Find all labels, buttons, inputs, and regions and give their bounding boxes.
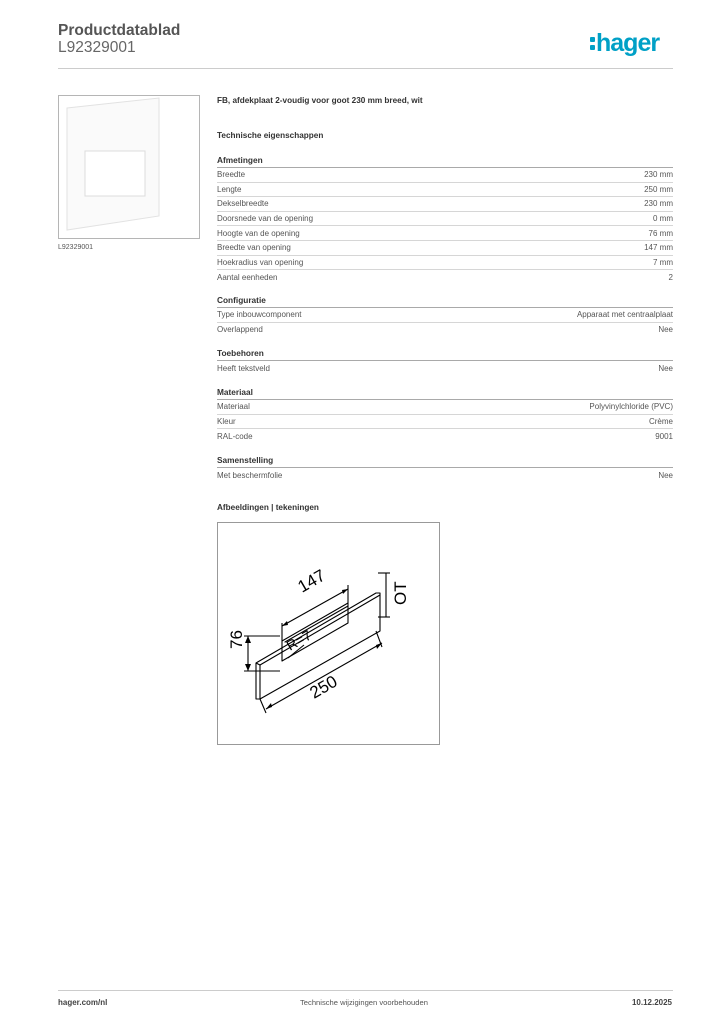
spec-value: 2 bbox=[668, 272, 673, 282]
spec-section-afmetingen bbox=[217, 153, 673, 285]
drawing-label-radius: R=7 bbox=[283, 626, 315, 654]
footer-divider bbox=[58, 990, 673, 991]
spec-row bbox=[217, 415, 673, 430]
logo-dots-icon bbox=[590, 37, 595, 50]
spec-value: 230 mm bbox=[644, 199, 673, 209]
spec-label: Breedte van opening bbox=[217, 243, 291, 253]
technical-drawing bbox=[217, 522, 440, 745]
spec-row bbox=[217, 323, 673, 338]
spec-value: Nee bbox=[658, 363, 673, 373]
spec-label: Doorsnede van de opening bbox=[217, 214, 314, 224]
spec-label: Hoogte van de opening bbox=[217, 228, 300, 238]
product-description: FB, afdekplaat 2-voudig voor goot 230 mm breed, wit bbox=[217, 96, 423, 105]
product-code: L92329001 bbox=[58, 39, 136, 56]
spec-section-heading: Samenstelling bbox=[217, 453, 673, 468]
spec-row bbox=[217, 429, 673, 444]
spec-label: Breedte bbox=[217, 170, 246, 180]
page-title: Productdatablad bbox=[58, 22, 181, 39]
spec-label: Aantal eenheden bbox=[217, 272, 278, 282]
drawing-label-width: 147 bbox=[294, 565, 329, 597]
footer-date: 10.12.2025 bbox=[631, 998, 672, 1007]
spec-value: 7 mm bbox=[653, 257, 673, 267]
spec-value: 0 mm bbox=[653, 214, 673, 224]
spec-row bbox=[217, 168, 673, 183]
spec-section-heading: Configuratie bbox=[217, 293, 673, 308]
spec-value: Nee bbox=[658, 325, 673, 335]
product-image-caption: L92329001 bbox=[58, 244, 94, 251]
images-title: Afbeeldingen | tekeningen bbox=[217, 503, 319, 512]
footer-website: hager.com/nl bbox=[58, 998, 108, 1007]
spec-section-configuratie bbox=[217, 293, 673, 337]
hager-logo bbox=[590, 29, 659, 57]
spec-value: Nee bbox=[658, 470, 673, 480]
header-divider bbox=[58, 68, 673, 69]
spec-section-samenstelling bbox=[217, 453, 673, 483]
spec-row bbox=[217, 241, 673, 256]
spec-label: Heeft tekstveld bbox=[217, 363, 270, 373]
spec-row bbox=[217, 256, 673, 271]
spec-row bbox=[217, 308, 673, 323]
spec-label: Materiaal bbox=[217, 402, 250, 412]
spec-label: Type inbouwcomponent bbox=[217, 310, 302, 320]
spec-section-toebehoren bbox=[217, 346, 673, 376]
spec-row bbox=[217, 212, 673, 227]
spec-label: Overlappend bbox=[217, 325, 263, 335]
spec-row bbox=[217, 468, 673, 483]
spec-row bbox=[217, 197, 673, 212]
spec-label: Lengte bbox=[217, 184, 242, 194]
drawing-label-height: 76 bbox=[227, 630, 246, 649]
spec-label: Kleur bbox=[217, 416, 236, 426]
spec-section-heading: Afmetingen bbox=[217, 153, 673, 168]
spec-section-heading: Materiaal bbox=[217, 385, 673, 400]
spec-label: Hoekradius van opening bbox=[217, 257, 304, 267]
logo-text: hager bbox=[596, 28, 660, 57]
spec-value: 250 mm bbox=[644, 184, 673, 194]
spec-value: Polyvinylchloride (PVC) bbox=[589, 402, 673, 412]
spec-value: 147 mm bbox=[644, 243, 673, 253]
spec-value: Crème bbox=[648, 416, 673, 426]
spec-row bbox=[217, 361, 673, 376]
spec-value: 76 mm bbox=[648, 228, 673, 238]
spec-row bbox=[217, 183, 673, 198]
spec-row bbox=[217, 270, 673, 285]
spec-label: Dekselbreedte bbox=[217, 199, 269, 209]
spec-row bbox=[217, 226, 673, 241]
footer-disclaimer: Technische wijzigingen voorbehouden bbox=[300, 998, 428, 1007]
spec-value: 230 mm bbox=[644, 170, 673, 180]
spec-label: Met beschermfolie bbox=[217, 470, 283, 480]
drawing-label-ot: OT bbox=[391, 581, 410, 605]
spec-value: Apparaat met centraalplaat bbox=[576, 310, 673, 320]
specs-title: Technische eigenschappen bbox=[217, 131, 324, 140]
spec-section-heading: Toebehoren bbox=[217, 346, 673, 361]
spec-row bbox=[217, 400, 673, 415]
drawing-label-length: 250 bbox=[306, 671, 341, 703]
spec-value: 9001 bbox=[655, 431, 673, 441]
product-image bbox=[58, 95, 200, 239]
spec-section-materiaal bbox=[217, 385, 673, 444]
spec-label: RAL-code bbox=[217, 431, 253, 441]
